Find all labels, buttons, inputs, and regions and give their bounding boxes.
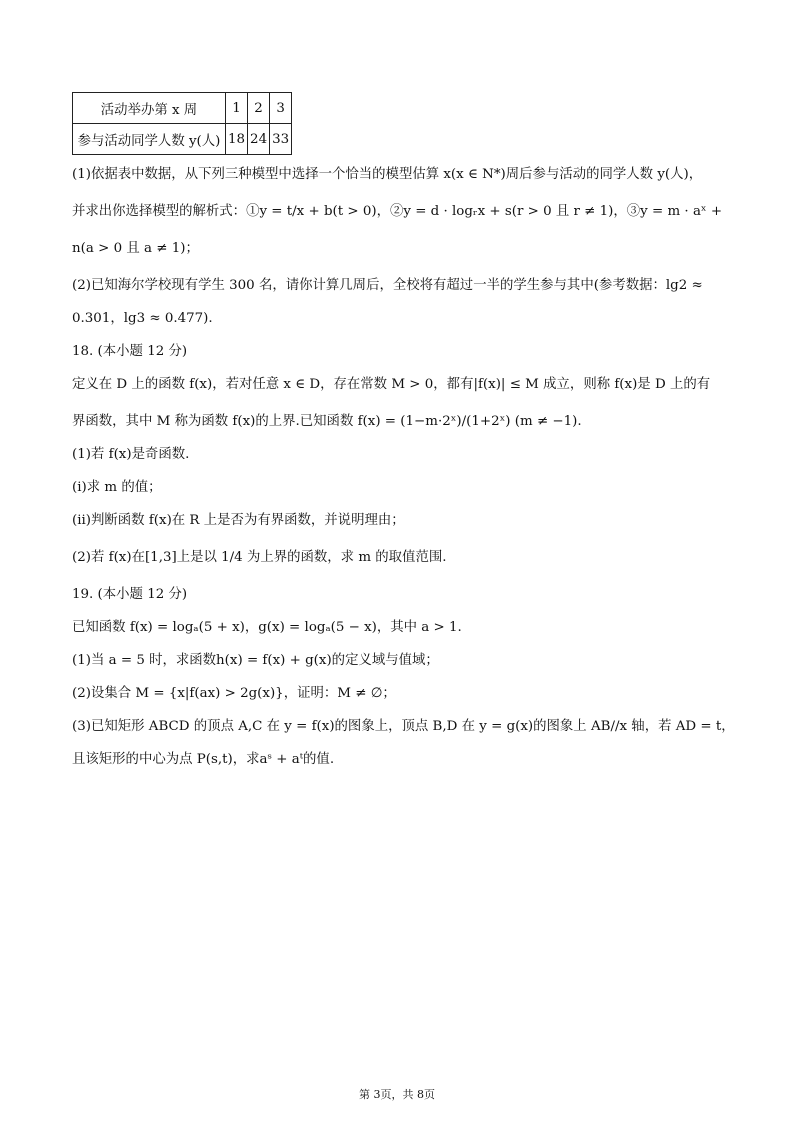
q17-part1-line2: 并求出你选择模型的解析式：①y = t/x + b(t > 0)，②y = d · logᵣx + s(r > 0 且 r ≠ 1)，③y = m · aˣ + <box>72 204 723 219</box>
q19-part3-line1: (3)已知矩形 ABCD 的顶点 A,C 在 y = f(x)的图象上，顶点 B,D 在 y = g(x)的图象上 AB//x 轴，若 AD = t， <box>72 719 735 734</box>
q19-part3-line2: 且该矩形的中心为点 P(s,t)，求aˢ + aᵗ的值. <box>72 752 335 767</box>
table-cell-label: 活动举办第 x 周 <box>73 93 226 124</box>
table-cell: 18 <box>226 124 248 155</box>
q17-part2-line2: 0.301，lg3 ≈ 0.477). <box>72 311 213 326</box>
q19-intro: 已知函数 f(x) = logₐ(5 + x)，g(x) = logₐ(5 − x)，其中 a > 1. <box>72 620 462 635</box>
q18-definition-line2: 界函数，其中 M 称为函数 f(x)的上界.已知函数 f(x) = (1−m·2ˣ)/(1+2ˣ) (m ≠ −1). <box>72 414 582 429</box>
table-row <box>73 93 292 124</box>
q17-part2-line1: (2)已知海尔学校现有学生 300 名，请你计算几周后，全校将有超过一半的学生参与其中(参考数据：lg2 ≈ <box>72 278 703 293</box>
table-cell: 2 <box>248 93 270 124</box>
q18-part1-i: (i)求 m 的值； <box>72 480 162 495</box>
table-cell: 33 <box>270 124 292 155</box>
q18-header: 18. (本小题 12 分) <box>72 344 188 359</box>
page-content <box>72 92 735 770</box>
q19-part1: (1)当 a = 5 时，求函数h(x) = f(x) + g(x)的定义域与值域； <box>72 653 439 668</box>
table-row <box>73 124 292 155</box>
q18-part1-ii: (ii)判断函数 f(x)在 R 上是否为有界函数，并说明理由； <box>72 513 405 528</box>
q18-part1: (1)若 f(x)是奇函数. <box>72 447 190 462</box>
q18-definition-line1: 定义在 D 上的函数 f(x)，若对任意 x ∈ D，存在常数 M > 0，都有|f(x)| ≤ M 成立，则称 f(x)是 D 上的有 <box>72 377 711 392</box>
q19-header: 19. (本小题 12 分) <box>72 587 188 602</box>
table-cell: 3 <box>270 93 292 124</box>
table-cell: 1 <box>226 93 248 124</box>
table-cell-label: 参与活动同学人数 y(人) <box>73 124 226 155</box>
q17-part1-line3: n(a > 0 且 a ≠ 1)； <box>72 241 199 256</box>
q18-part2: (2)若 f(x)在[1,3]上是以 1/4 为上界的函数，求 m 的取值范围. <box>72 550 447 565</box>
table-cell: 24 <box>248 124 270 155</box>
data-table <box>72 92 292 155</box>
q19-part2: (2)设集合 M = {x|f(ax) > 2g(x)}，证明：M ≠ ∅； <box>72 686 396 701</box>
q17-part1-line1: (1)依据表中数据，从下列三种模型中选择一个恰当的模型估算 x(x ∈ N*)周后参与活动的同学人数 y(人)， <box>72 167 703 182</box>
page-footer: 第 3页，共 8页 <box>359 1088 435 1101</box>
